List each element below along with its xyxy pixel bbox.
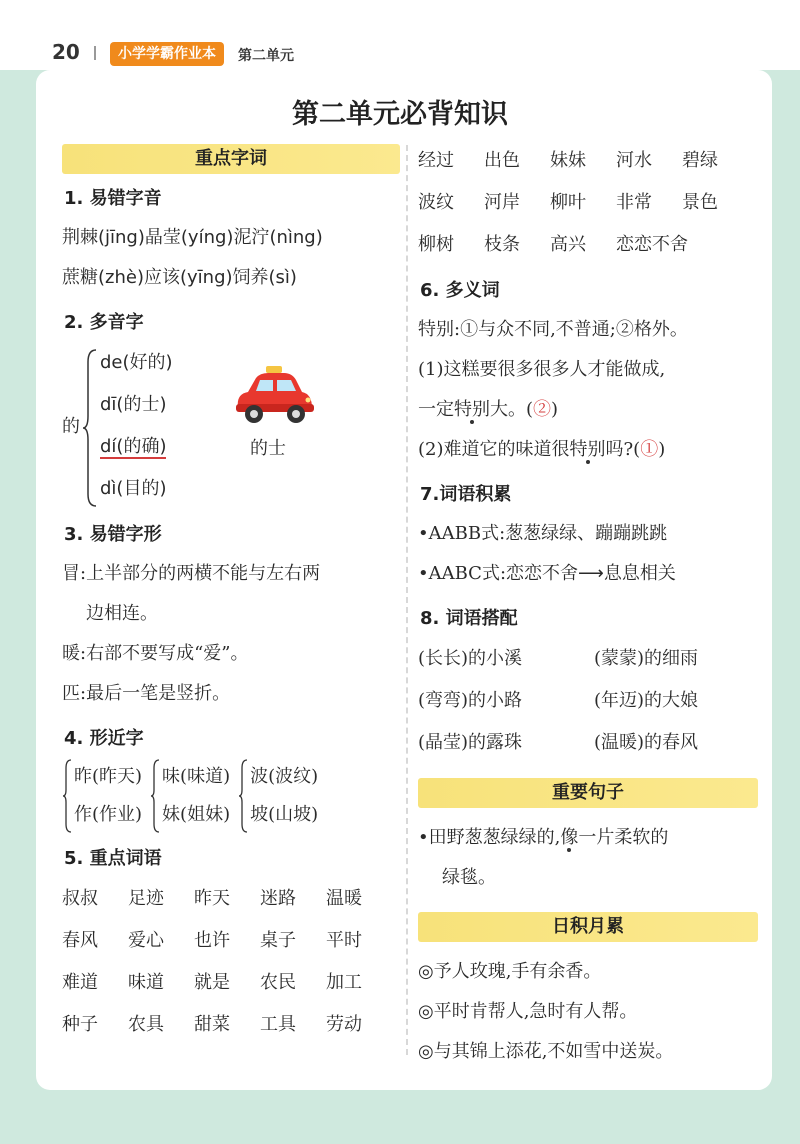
collocation-item: (温暖)的春风 bbox=[594, 732, 699, 753]
section-collocation-heading: 8. 词语搭配 bbox=[420, 608, 518, 629]
word: 晶莹 bbox=[144, 227, 181, 248]
glyph-note: 暖:右部不要写成“爱”。 bbox=[62, 643, 249, 664]
keyword-item: 叔叔 bbox=[62, 888, 98, 909]
collocation-grid bbox=[418, 638, 758, 764]
polyphone-readings bbox=[100, 342, 173, 510]
text: 一片柔软的 bbox=[578, 827, 669, 848]
word: 应该 bbox=[143, 267, 180, 288]
keyword-item: 桌子 bbox=[260, 930, 296, 951]
sentence-line bbox=[418, 818, 758, 858]
similar-group bbox=[62, 758, 142, 834]
left-brace-icon bbox=[150, 758, 160, 834]
similar-item: 作(作业) bbox=[74, 804, 143, 825]
left-brace-icon bbox=[238, 758, 248, 834]
keyword-item: 昨天 bbox=[194, 888, 230, 909]
left-column bbox=[62, 140, 400, 1046]
dotted-word: 特别 bbox=[569, 439, 606, 460]
reading-item: dì(目的) bbox=[100, 478, 167, 499]
keyword-item: 出色 bbox=[484, 150, 520, 171]
header-separator bbox=[94, 46, 96, 60]
keyword-item: 平时 bbox=[326, 930, 362, 951]
text: •田野葱葱绿绿的, bbox=[418, 827, 561, 848]
left-brace-icon bbox=[62, 758, 72, 834]
polysemy-example-cont bbox=[418, 390, 758, 430]
keyword-item: 工具 bbox=[260, 1014, 296, 1035]
keyword-item: 农民 bbox=[260, 972, 296, 993]
page-title: 第二单元必背知识 bbox=[292, 99, 508, 130]
brand-tag: 小学学霸作业本 bbox=[110, 42, 224, 66]
text: •AABC式:恋恋不舍 bbox=[418, 563, 579, 584]
pinyin: (sì) bbox=[268, 267, 297, 288]
column-divider bbox=[406, 145, 408, 1055]
similar-item: 味(味道) bbox=[162, 766, 231, 787]
word: 蔗糖 bbox=[62, 267, 98, 288]
key-words-band: 重点字词 bbox=[62, 144, 400, 174]
keyword-grid-continued bbox=[418, 140, 758, 266]
similar-item: 波(波纹) bbox=[250, 766, 319, 787]
text: ) bbox=[551, 399, 559, 420]
keyword-item: 春风 bbox=[62, 930, 98, 951]
keyword-item: 农具 bbox=[128, 1014, 164, 1035]
polyphone-block bbox=[62, 342, 400, 510]
taxi-caption: 的士 bbox=[250, 438, 286, 459]
pinyin: (zhè) bbox=[98, 267, 144, 288]
section-pronunciation-heading: 1. 易错字音 bbox=[64, 188, 162, 209]
keyword-item: 味道 bbox=[128, 972, 164, 993]
similar-item: 坡(山坡) bbox=[250, 804, 319, 825]
keyword-item: 就是 bbox=[194, 972, 230, 993]
word: 饲养 bbox=[232, 267, 269, 288]
right-column bbox=[418, 140, 758, 1072]
proverb: ◎平时肯帮人,急时有人帮。 bbox=[418, 1001, 638, 1022]
text: (2)难道它的味道很 bbox=[418, 439, 570, 460]
keyword-item: 河岸 bbox=[484, 192, 520, 213]
text: 吗?( bbox=[605, 439, 641, 460]
collocation-item: (年迈)的大娘 bbox=[594, 690, 699, 711]
section-keywords-heading: 5. 重点词语 bbox=[64, 848, 162, 869]
underlined-reading: dí(的确) bbox=[100, 436, 167, 457]
arrow-right-icon: ⟶ bbox=[578, 563, 604, 584]
glyph-note: 冒:上半部分的两横不能与左右两 bbox=[62, 563, 321, 584]
similar-group bbox=[150, 758, 230, 834]
similar-chars bbox=[62, 758, 400, 834]
pinyin: (nìng) bbox=[269, 227, 323, 248]
polysemy-definition: 特别:①与众不同,不普通;②格外。 bbox=[418, 319, 688, 340]
text: 一定 bbox=[418, 399, 454, 420]
keyword-item: 高兴 bbox=[550, 234, 586, 255]
pinyin: (jīng) bbox=[98, 227, 145, 248]
keyword-item: 难道 bbox=[62, 972, 98, 993]
text: ) bbox=[658, 439, 666, 460]
text: 息息相关 bbox=[603, 563, 676, 584]
word: 泥泞 bbox=[233, 227, 270, 248]
keyword-item: 波纹 bbox=[418, 192, 454, 213]
polysemy-example bbox=[418, 430, 758, 470]
keyword-item: 景色 bbox=[682, 192, 718, 213]
keyword-item: 也许 bbox=[194, 930, 230, 951]
answer-mark: ① bbox=[640, 439, 659, 460]
pinyin: (yíng) bbox=[180, 227, 234, 248]
reading-item bbox=[100, 426, 173, 468]
taxi-car-icon bbox=[232, 364, 316, 428]
sentence-line-cont: 绿毯。 bbox=[442, 867, 496, 888]
section-polysemy-heading: 6. 多义词 bbox=[420, 280, 500, 301]
keyword-item: 妹妹 bbox=[550, 150, 586, 171]
collocation-item: (蒙蒙)的细雨 bbox=[594, 648, 699, 669]
pronunciation-row bbox=[62, 258, 400, 298]
similar-item: 昨(昨天) bbox=[74, 766, 143, 787]
keyword-item: 柳叶 bbox=[550, 192, 586, 213]
keyword-item: 足迹 bbox=[128, 888, 164, 909]
keyword-item: 种子 bbox=[62, 1014, 98, 1035]
page-number: 20 bbox=[52, 40, 80, 64]
daily-band: 日积月累 bbox=[418, 912, 758, 942]
keyword-item: 碧绿 bbox=[682, 150, 718, 171]
section-accumulation-heading: 7.词语积累 bbox=[420, 484, 512, 505]
keyword-item: 河水 bbox=[616, 150, 652, 171]
glyph-note: 匹:最后一笔是竖折。 bbox=[62, 683, 231, 704]
keyword-item: 甜菜 bbox=[194, 1014, 230, 1035]
collocation-item: (弯弯)的小路 bbox=[418, 690, 523, 711]
keyword-item: 爱心 bbox=[128, 930, 164, 951]
section-similar-heading: 4. 形近字 bbox=[64, 728, 144, 749]
similar-group bbox=[238, 758, 318, 834]
sentences-band: 重要句子 bbox=[418, 778, 758, 808]
keyword-item: 加工 bbox=[326, 972, 362, 993]
proverb: ◎与其锦上添花,不如雪中送炭。 bbox=[418, 1041, 674, 1062]
section-polyphone-heading: 2. 多音字 bbox=[64, 312, 144, 333]
dotted-word: 像 bbox=[560, 827, 579, 848]
pronunciation-row bbox=[62, 218, 400, 258]
keyword-item: 柳树 bbox=[418, 234, 454, 255]
text: 大。( bbox=[490, 399, 534, 420]
pinyin: (yīng) bbox=[179, 267, 233, 288]
proverb: ◎予人玫瑰,手有余香。 bbox=[418, 961, 602, 982]
glyph-note-cont: 边相连。 bbox=[86, 603, 158, 624]
keyword-item: 经过 bbox=[418, 150, 454, 171]
section-glyph-heading: 3. 易错字形 bbox=[64, 524, 162, 545]
left-brace-icon bbox=[82, 348, 98, 508]
polysemy-example: (1)这糕要很多很多人才能做成, bbox=[418, 359, 666, 380]
similar-item: 妹(姐妹) bbox=[162, 804, 231, 825]
keyword-item: 温暖 bbox=[326, 888, 362, 909]
polyphone-char: 的 bbox=[62, 416, 80, 437]
keyword-item: 恋恋不舍 bbox=[616, 234, 688, 255]
word: 荆棘 bbox=[62, 227, 98, 248]
reading-item: dī(的士) bbox=[100, 394, 167, 415]
word-pattern: •AABB式:葱葱绿绿、蹦蹦跳跳 bbox=[418, 523, 668, 544]
unit-label: 第二单元 bbox=[238, 48, 294, 64]
word-pattern bbox=[418, 554, 758, 594]
keyword-grid bbox=[62, 878, 400, 1046]
keyword-item: 劳动 bbox=[326, 1014, 362, 1035]
dotted-word: 特别 bbox=[454, 399, 490, 420]
keyword-item: 非常 bbox=[616, 192, 652, 213]
keyword-item: 迷路 bbox=[260, 888, 296, 909]
reading-item: de(好的) bbox=[100, 352, 173, 373]
answer-mark: ② bbox=[533, 399, 552, 420]
collocation-item: (晶莹)的露珠 bbox=[418, 732, 523, 753]
keyword-item: 枝条 bbox=[484, 234, 520, 255]
collocation-item: (长长)的小溪 bbox=[418, 648, 523, 669]
